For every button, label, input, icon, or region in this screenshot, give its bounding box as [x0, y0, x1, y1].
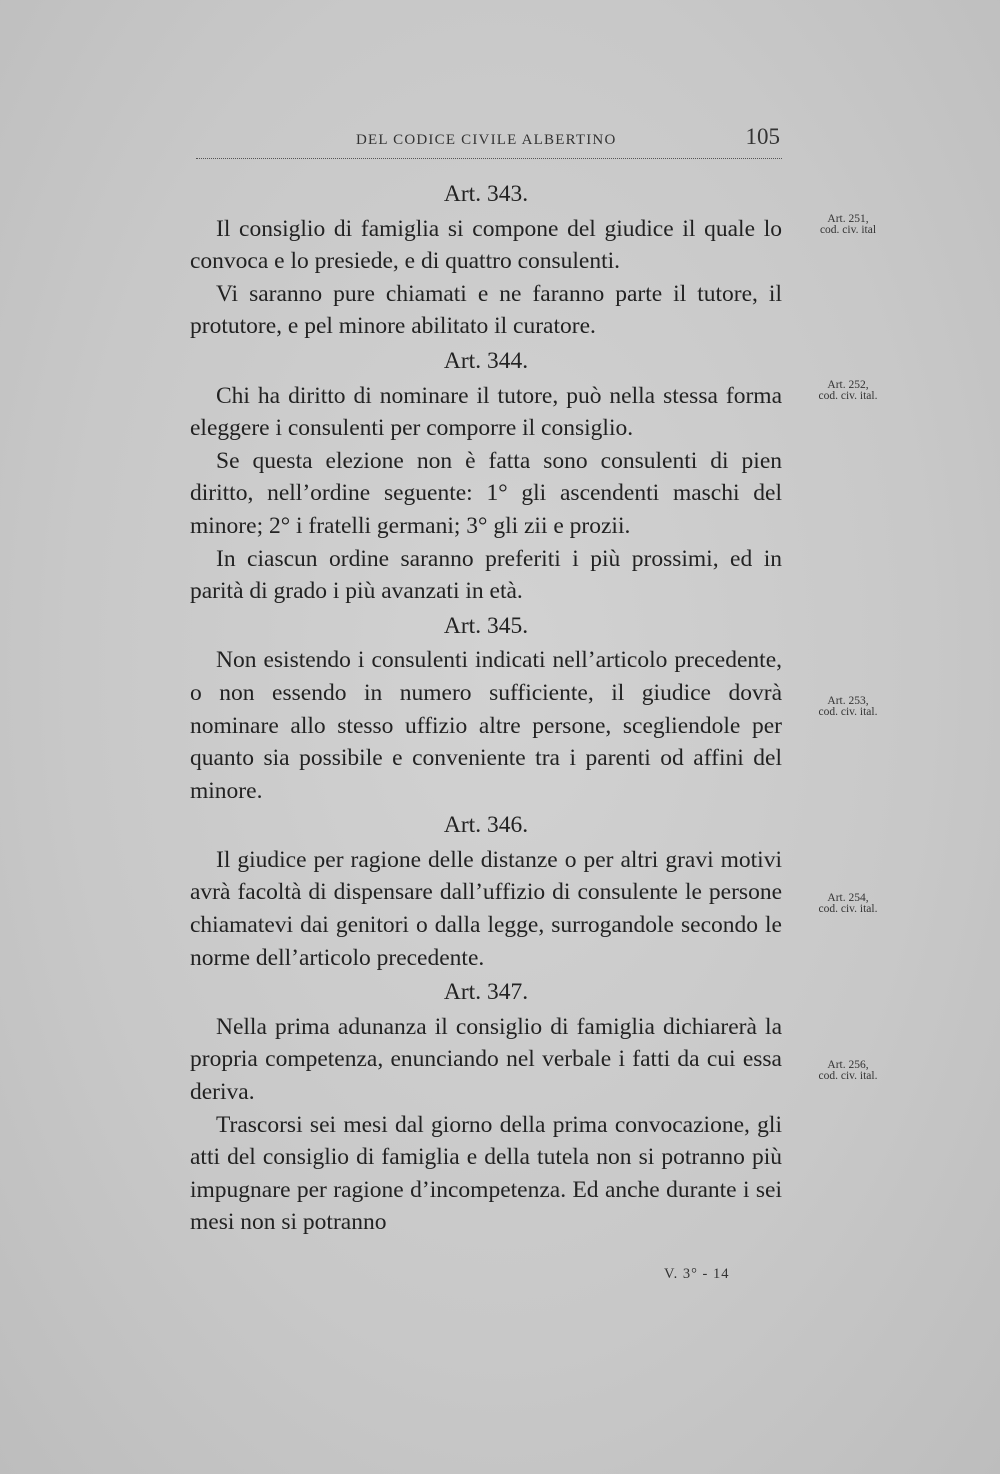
running-head: [196, 124, 782, 159]
paragraph: Vi saranno pure chiamati e ne faranno parte il tutore, il protutore, e pel minore abilitato il curatore.: [190, 280, 782, 340]
paragraph: Il consiglio di famiglia si compone del giudice il quale lo convoca e lo presiede, e di quattro consulenti.: [190, 215, 782, 275]
paragraph: In ciascun ordine saranno preferiti i più prossimi, ed in parità di grado i più avanzati in età.: [190, 545, 782, 605]
margin-note-art-256: [800, 1060, 896, 1082]
paragraph: Trascorsi sei mesi dal giorno della prima convocazione, gli atti del consiglio di famiglia e della tutela non si potranno più impugnare per ragione d’incompetenza. Ed anche durante i sei mesi non si potranno: [190, 1111, 782, 1236]
margin-note-line: cod. civ. ital.: [818, 903, 878, 915]
paragraph: Chi ha diritto di nominare il tutore, può nella stessa forma eleggere i consulenti per comporre il consiglio.: [190, 382, 782, 442]
article-heading-347: Art. 347.: [443, 979, 529, 1006]
body-text: [190, 178, 782, 1239]
margin-note-line: Art. 252,: [827, 379, 869, 391]
margin-note-art-253: [800, 696, 896, 718]
margin-note-line: cod. civ. ital.: [818, 390, 878, 402]
margin-note-line: cod. civ. ital.: [818, 1070, 878, 1082]
article-heading-345: Art. 345.: [443, 612, 529, 639]
margin-note-line: Art. 251,: [827, 213, 869, 225]
paragraph: Nella prima adunanza il consiglio di famiglia dichiarerà la propria competenza, enunciando nel verbale i fatti da cui essa deriva.: [190, 1013, 782, 1106]
margin-note-art-254: [800, 893, 896, 915]
margin-note-line: cod. civ. ital.: [818, 706, 878, 718]
paragraph: Il giudice per ragione delle distanze o per altri gravi motivi avrà facoltà di dispensare dall’uffizio di consulente le persone chiamatevi dai genitori o dalla legge, surrogandole secondo le norme dell’articolo precedente.: [190, 846, 782, 971]
margin-note-art-252: [800, 380, 896, 402]
article-heading-343: Art. 343.: [443, 181, 529, 207]
article-heading-344: Art. 344.: [443, 347, 529, 374]
margin-note-line: Art. 254,: [827, 892, 869, 904]
margin-note-line: Art. 253,: [827, 695, 869, 707]
page-number: 105: [745, 124, 780, 149]
margin-note-line: Art. 256,: [827, 1059, 869, 1071]
signature-mark: V. 3° - 14: [664, 1266, 730, 1282]
paragraph: Non esistendo i consulenti indicati nell’articolo precedente, o non essendo in numero sufficiente, il giudice dovrà nominare allo stesso uffizio altre persone, scegliendole per quanto sia possibile e conveniente tra i parenti od affini del minore.: [190, 647, 782, 804]
running-title: DEL CODICE CIVILE ALBERTINO: [356, 132, 617, 148]
margin-note-line: cod. civ. ital: [819, 224, 877, 236]
margin-note-art-251: [800, 214, 896, 236]
article-heading-346: Art. 346.: [443, 812, 529, 839]
paragraph: Se questa elezione non è fatta sono consulenti di pien diritto, nell’ordine seguente: 1° gli ascendenti maschi del minore; 2° i fratelli germani; 3° gli zii e prozii.: [190, 447, 782, 539]
